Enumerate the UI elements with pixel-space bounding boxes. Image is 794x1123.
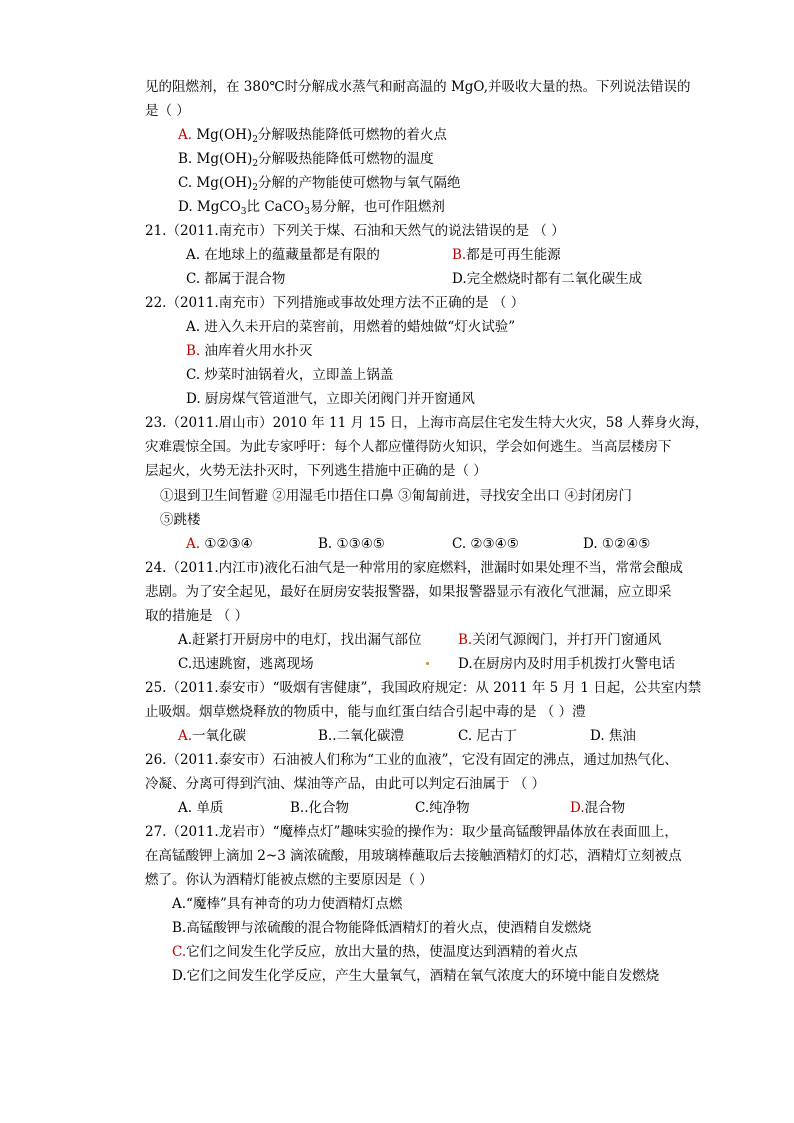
q27-option-a: A.“魔棒”具有神奇的功力使酒精灯点燃 (172, 896, 403, 912)
q23-option-b: B. ①③④⑤ (318, 536, 385, 552)
answer-letter: A. (186, 536, 201, 552)
q20-option-a: A. $Mg(OH)_2$分解吸热能降低可燃物的着火点 (178, 127, 447, 145)
q27-option-b: B.高锰酸钾与浓硫酸的混合物能降低酒精灯的着火点，使酒精自发燃烧 (172, 920, 592, 936)
q22-option-d: D. 厨房煤气管道泄气，立即关闭阀门并开窗通风 (186, 391, 475, 407)
answer-letter: B. (186, 343, 201, 359)
q27-option-d: D.它们之间发生化学反应，产生大量氧气，酒精在氧气浓度大的环境中能自发燃烧 (172, 968, 660, 984)
stray-dot (426, 662, 429, 665)
q24-option-b: B.关闭气源阀门，并打开门窗通风 (458, 632, 662, 648)
q26-option-d: D.混合物 (570, 800, 626, 816)
q24-option-a: A.赶紧打开厨房中的电灯，找出漏气部位 (178, 632, 422, 648)
q26-option-b: B..化合物 (290, 800, 350, 816)
answer-letter: B. (452, 247, 467, 263)
q23-stem-line1: 23.（2011.眉山市）2010 年 11 月 15 日，上海市高层住宅发生特大火灾，58 人葬身火海， (145, 415, 709, 431)
q20-stem-line2: 是（ ） (145, 103, 190, 119)
q23-stem-line3: 层起火，火势无法扑灭时，下列逃生措施中正确的是（ ） (145, 463, 487, 479)
q20-option-c: C. $Mg(OH)_2$分解的产物能使可燃物与氧气隔绝 (178, 175, 461, 193)
answer-letter: D. (570, 800, 585, 816)
q25-option-a: A.一氧化碳 (178, 728, 247, 744)
q20-option-b: B. $Mg(OH)_2$分解吸热能降低可燃物的温度 (178, 151, 434, 169)
q24-stem-line2: 悲剧。为了安全起见，最好在厨房安装报警器，如果报警器显示有液化气泄漏，应立即采 (145, 584, 672, 600)
q21-option-d: D.完全燃烧时都有二氧化碳生成 (452, 271, 643, 287)
q24-option-d: D.在厨房内及时用手机拨打火警电话 (458, 656, 676, 672)
q23-option-d: D. ①②④⑤ (583, 536, 651, 552)
q21-option-a: A. 在地球上的蕴藏量都是有限的 (186, 247, 380, 263)
q22-option-a: A. 进入久未开启的菜窖前，用燃着的蜡烛做“灯火试验” (186, 319, 516, 335)
q21-stem: 21.（2011.南充市）下列关于煤、石油和天然气的说法错误的是 （ ） (145, 223, 565, 239)
q20-stem-line1: 见的阻燃剂，在 380℃时分解成水蒸气和耐高温的 MgO,并吸收大量的热。下列说法错误的 (145, 79, 691, 95)
q27-stem-line1: 27.（2011.龙岩市）“魔棒点灯”趣味实验的操作为：取少量高锰酸钾晶体放在表面皿上， (145, 824, 678, 840)
q26-option-c: C.纯净物 (415, 800, 470, 816)
q27-stem-line3: 燃了。你认为酒精灯能被点燃的主要原因是（ ） (145, 872, 433, 888)
q27-stem-line2: 在高锰酸钾上滴加 2~3 滴浓硫酸，用玻璃棒蘸取后去接触酒精灯的灯芯，酒精灯立刻被点 (145, 848, 682, 864)
q22-option-b: B. 油库着火用水扑灭 (186, 343, 313, 359)
answer-letter: A. (178, 127, 193, 143)
q23-items: ①退到卫生间暂避 ②用湿毛巾捂住口鼻 ③匍匐前进，寻找安全出口 ④封闭房门 (160, 488, 632, 504)
q23-stem-line2: 灾难震惊全国。为此专家呼吁：每个人都应懂得防火知识，学会如何逃生。当高层楼房下 (145, 439, 672, 455)
q27-option-c: C.它们之间发生化学反应，放出大量的热，使温度达到酒精的着火点 (172, 944, 578, 960)
q23-option-a: A. ①②③④ (186, 536, 253, 552)
q22-option-c: C. 炒菜时油锅着火，立即盖上锅盖 (186, 367, 394, 383)
q24-stem-line1: 24.（2011.内江市)液化石油气是一种常用的家庭燃料，泄漏时如果处理不当，常常会酿成 (145, 560, 683, 576)
q25-stem-line2: 止吸烟。烟草燃烧释放的物质中，能与血红蛋白结合引起中毒的是 （ ）澧 (145, 704, 586, 720)
q20-option-d: D. MgCO$_3$比 CaCO$_3$易分解，也可作阻燃剂 (178, 199, 445, 217)
q25-option-b: B..二氧化碳澧 (318, 728, 405, 744)
q21-option-b: B.都是可再生能源 (452, 247, 561, 263)
q26-stem-line1: 26.（2011.泰安市）石油被人们称为“工业的血液”，它没有固定的沸点，通过加热气化、 (145, 752, 678, 768)
answer-letter: A. (178, 728, 193, 744)
q21-option-c: C. 都属于混合物 (186, 271, 286, 287)
q24-option-c: C.迅速跳窗，逃离现场 (178, 656, 314, 672)
q23-option-c: C. ②③④⑤ (452, 536, 519, 552)
q25-stem-line1: 25.（2011.泰安市）“吸烟有害健康”，我国政府规定：从 2011 年 5 月 1 日起，公共室内禁 (145, 680, 702, 696)
q22-stem: 22.（2011.南充市）下列措施或事故处理方法不正确的是 （ ） (145, 295, 525, 311)
q26-stem-line2: 冷凝、分离可得到汽油、煤油等产品，由此可以判定石油属于 （ ） (145, 776, 546, 792)
q23-item5: ⑤跳楼 (160, 512, 201, 528)
q25-option-c: C. 尼古丁 (458, 728, 517, 744)
q26-option-a: A. 单质 (178, 800, 224, 816)
q25-option-d: D. 焦油 (590, 728, 636, 744)
q24-stem-line3: 取的措施是 （ ） (145, 608, 249, 624)
answer-letter: B. (458, 632, 473, 648)
answer-letter: C. (172, 944, 187, 960)
